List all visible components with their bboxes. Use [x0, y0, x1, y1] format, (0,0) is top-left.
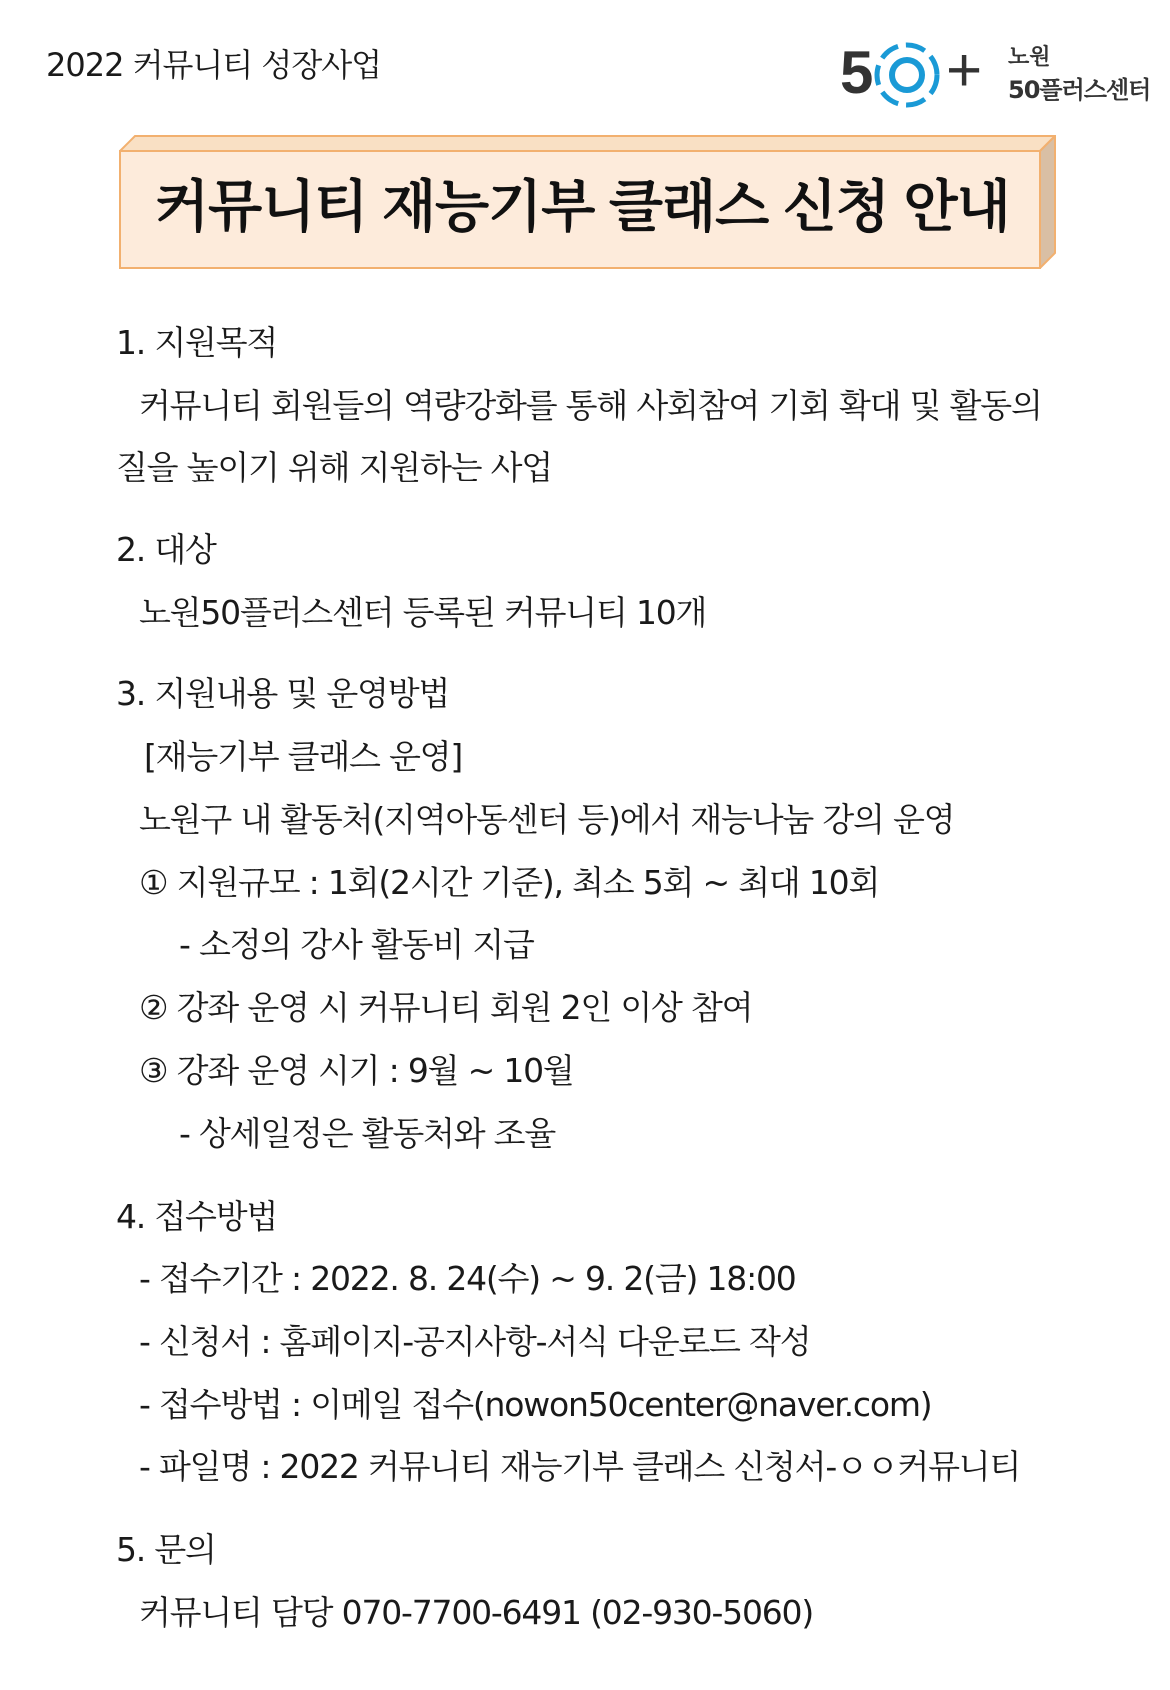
section-heading: 5. 문의 [116, 1530, 216, 1569]
section-heading: 1. 지원목적 [116, 323, 278, 362]
section-heading: 3. 지원내용 및 운영방법 [116, 674, 450, 713]
body-line: - 소정의 강사 활동비 지급 [179, 925, 534, 964]
logo-text-line1: 노원 [1008, 45, 1051, 70]
body-line: ③ 강좌 운영 시기 : 9월 ~ 10월 [139, 1051, 574, 1090]
section-heading: 2. 대상 [116, 530, 216, 569]
project-label: 2022 커뮤니티 성장사업 [46, 46, 382, 84]
body-line: 질을 높이기 위해 지원하는 사업 [116, 448, 552, 487]
body-line: - 신청서 : 홈페이지-공지사항-서식 다운로드 작성 [139, 1322, 811, 1361]
body-line: ② 강좌 운영 시 커뮤니티 회원 2인 이상 참여 [139, 988, 753, 1027]
logo-text-line2: 50플러스센터 [1008, 76, 1151, 104]
logo-digit: 5 [840, 39, 874, 106]
body-line: 노원구 내 활동처(지역아동센터 등)에서 재능나눔 강의 운영 [139, 800, 955, 839]
contact-line: 커뮤니티 담당 070-7700-6491 (02-930-5060) [139, 1593, 814, 1632]
body-line: [재능기부 클래스 운영] [144, 737, 463, 776]
body-line: - 접수기간 : 2022. 8. 24(수) ~ 9. 2(금) 18:00 [139, 1259, 796, 1298]
body-line: 노원50플러스센터 등록된 커뮤니티 10개 [139, 593, 707, 632]
logo-ring-icon [872, 40, 942, 110]
body-line: - 접수방법 : 이메일 접수(nowon50center@naver.com) [139, 1385, 932, 1424]
body-line: - 파일명 : 2022 커뮤니티 재능기부 클래스 신청서-ㅇㅇ커뮤니티 [139, 1447, 1021, 1486]
logo-plus: + [946, 36, 983, 105]
page-title: 커뮤니티 재능기부 클래스 신청 안내 [155, 175, 1010, 238]
center-logo [840, 38, 1160, 108]
section-heading: 4. 접수방법 [116, 1197, 278, 1236]
body-line: ① 지원규모 : 1회(2시간 기준), 최소 5회 ~ 최대 10회 [139, 863, 880, 902]
title-banner [119, 135, 1056, 269]
body-line: 커뮤니티 회원들의 역량강화를 통해 사회참여 기회 확대 및 활동의 [139, 386, 1042, 425]
body-line: - 상세일정은 활동처와 조율 [179, 1114, 556, 1153]
